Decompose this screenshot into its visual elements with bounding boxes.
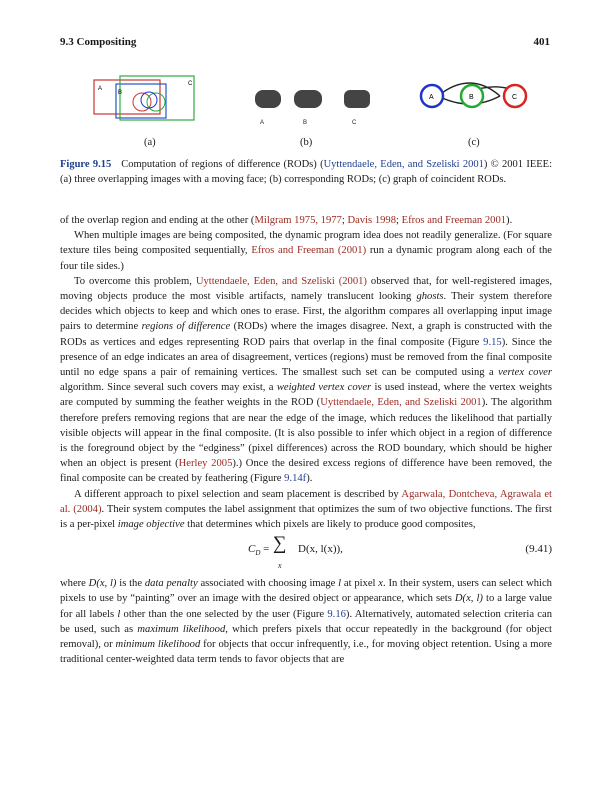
panel-c-graph (421, 83, 526, 107)
caption-text: Computation of regions of difference (RODs) ( (121, 159, 324, 170)
panel-b-letter-c: C (352, 120, 357, 126)
panel-a-letter-b: B (118, 90, 123, 96)
figure-caption (60, 157, 552, 187)
figure-ref-link[interactable]: 9.16 (327, 608, 346, 620)
cite-link[interactable]: Agarwala, Dontcheva, Agrawala et al. (2004) (60, 488, 552, 515)
node-b-label: B (469, 94, 474, 101)
panel-a-letter-a: A (98, 86, 103, 92)
section-title: 9.3 Compositing (60, 36, 137, 48)
panel-a-images (94, 76, 194, 120)
panel-b-letter-a: A (260, 120, 265, 126)
cite-link[interactable]: Davis 1998 (347, 215, 397, 226)
cite-link[interactable]: Milgram 1975, 1977 (254, 215, 342, 226)
label-a: (a) (144, 137, 156, 148)
paragraph: A different approach to pixel selection and seam placement is described by Agarwala, Dontcheva, Agrawala et al. (2004). Their system computes the label assignment that optimizes the sum of two objective functions. The first is a per-pixel image objective that determines which pixels are likely to produce good composites, (60, 488, 553, 531)
equation-rhs: D(x, l(x)), (298, 543, 343, 556)
rod-c (344, 90, 370, 108)
paragraph: When multiple images are being composited, the dynamic program idea does not readily generalize. (For square texture tiles being composited sequentially, Efros and Freeman (2001) run a dynamic program along each of the four tile sides.) (60, 230, 552, 272)
node-a-label: A (429, 94, 434, 101)
body-text (60, 213, 552, 667)
summation-index: x (278, 561, 282, 571)
equation-lhs: $C_D$ = (248, 543, 270, 558)
page-header (60, 36, 550, 52)
face-c (141, 92, 157, 108)
rod-a (255, 90, 281, 108)
cite-link[interactable]: Efros and Freeman 2001 (401, 215, 507, 226)
figure-ref-link[interactable]: 9.15 (483, 336, 502, 348)
cite-link[interactable]: Uyttendaele, Eden, and Szeliski 2001 (320, 397, 482, 409)
panel-b-letter-b: B (303, 120, 308, 126)
paragraph: where D(x, l) is the data penalty associated with choosing image l at pixel x. In their system, users can select which pixels to use by “painting” over an image with the desired object or appearance, which sets D(x, l) to a large value for all labels l other than the one selected by the user (Figure 9.16). Alternatively, automated selection criteria can be used, such as maximum likelihood, which prefers pixels that occur repeatedly in the background (for object removal), or minimum likelihood for objects that occur infrequently, i.e., for moving object retention. Using a more traditional center-weighted data term tends to favor objects that are (60, 578, 552, 666)
node-c-label: C (512, 94, 518, 101)
cite-link[interactable]: Uyttendaele, Eden, and Szeliski (2001) (195, 275, 367, 287)
paragraph: To overcome this problem, Uyttendaele, Eden, and Szeliski (2001) observed that, for well-registered images, moving objects produce the most visible artifacts, namely translucent looking ghosts. Their system therefore decides which objects to keep and which ones to erase. First, the algorithm compares all overlapping input image pairs to determine regions of difference (RODs) where the images disagree. Next, a graph is constructed with the RODs as vertices and edges representing ROD pairs that overlap in the final composite (Figure 9.15). Since the presence of an edge indicates an area of disagreement, vertices (regions) must be removed from the final composite until no edge spans a pair of remaining vertices. The smallest such set can be computed using a vertex cover algorithm. Since several such covers may exist, a weighted vertex cover is used instead, where the vertex weights are computed by summing the feather weights in the ROD (Uyttendaele, Eden, and Szeliski 2001). The algorithm therefore prefers removing regions that are near the edge of the image, which reduces the likelihood that partially visible objects will appear in the final composite. (It is also possible to infer which object in a region of difference is the foreground object by the “edginess” (pixel differences) across the ROD boundary, which should be higher when an object is present (Herley 2005).) Once the desired excess regions of difference have been removed, the final composite can be created by feathering (Figure 9.14f). (60, 275, 553, 485)
equation-number: (9.41) (525, 543, 552, 556)
equation-9-41 (60, 533, 552, 572)
caption-rest: ) © 2001 IEEE: (a) three overlapping images with a moving face; (b) corresponding RODs; (c) graph of coincident RODs. (60, 159, 552, 185)
label-b: (b) (300, 137, 313, 148)
caption-cite-link[interactable]: Uyttendaele, Eden, and Szeliski 2001 (323, 159, 484, 170)
cite-link[interactable]: Efros and Freeman (2001) (251, 245, 367, 257)
cite-link[interactable]: Herley 2005 (178, 458, 233, 470)
page-number: 401 (533, 36, 550, 48)
rod-b (294, 90, 322, 108)
label-c: (c) (468, 137, 480, 148)
summation-symbol: ∑ (273, 533, 287, 555)
panel-b-rods (255, 90, 370, 126)
caption-label: Figure 9.15 (60, 159, 112, 170)
figure-9-15 (60, 72, 550, 232)
figure-ref-link[interactable]: 9.14f (284, 473, 307, 485)
panel-a-letter-c: C (188, 81, 193, 87)
paragraph: of the overlap region and ending at the other (Milgram 1975, 1977; Davis 1998; Efros and Freeman 2001). (60, 215, 513, 226)
